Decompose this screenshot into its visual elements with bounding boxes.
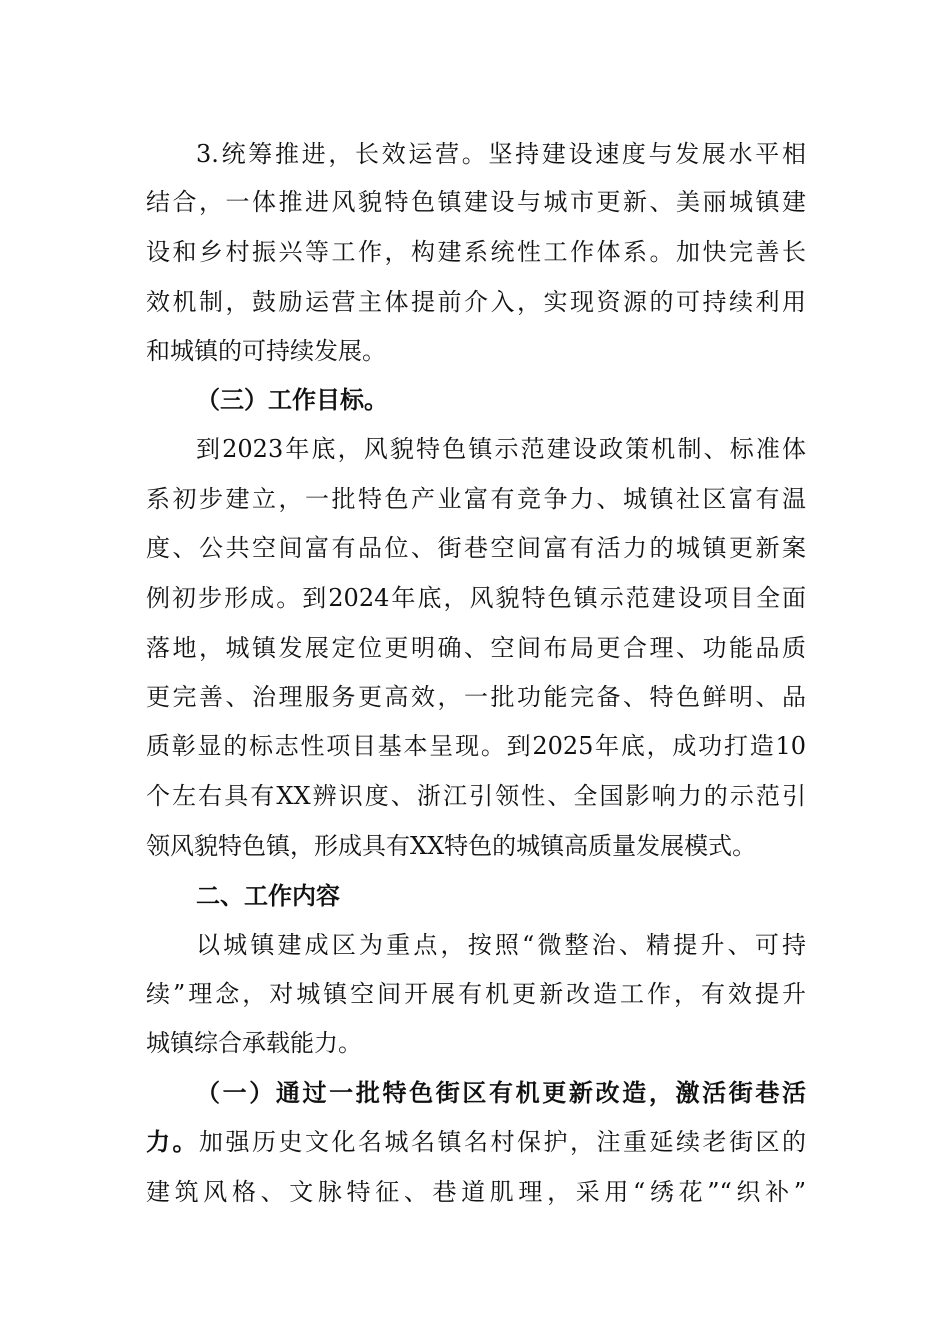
paragraph-line: 建筑风格、文脉特征、巷道肌理，采用“绣花”“织补” xyxy=(146,1178,806,1206)
paragraph-line: 度、公共空间富有品位、街巷空间富有活力的城镇更新案 xyxy=(146,534,806,562)
paragraph-line: 质彰显的标志性项目基本呈现。到2025年底，成功打造10 xyxy=(146,732,806,760)
paragraph-line: 领风貌特色镇，形成具有XX特色的城镇高质量发展模式。 xyxy=(146,832,757,860)
paragraph-line: 到2023年底，风貌特色镇示范建设政策机制、标准体 xyxy=(196,435,806,463)
paragraph-line: 和城镇的可持续发展。 xyxy=(146,337,386,365)
paragraph-line: 续”理念，对城镇空间开展有机更新改造工作，有效提升 xyxy=(146,980,806,1008)
paragraph-text: 加强历史文化名城名镇名村保护，注重延续老街区的 xyxy=(199,1128,806,1156)
paragraph-line: 3.统筹推进，长效运营。坚持建设速度与发展水平相 xyxy=(196,140,806,168)
subsection-heading-line: （一）通过一批特色街区有机更新改造，激活街巷活 xyxy=(196,1078,806,1107)
section-heading: （三）工作目标。 xyxy=(196,385,388,414)
paragraph-line xyxy=(146,1122,806,1162)
paragraph-line: 例初步形成。到2024年底，风貌特色镇示范建设项目全面 xyxy=(146,584,806,612)
paragraph-line: 系初步建立，一批特色产业富有竞争力、城镇社区富有温 xyxy=(146,485,806,513)
paragraph-line: 以城镇建成区为重点，按照“微整治、精提升、可持 xyxy=(196,931,806,959)
paragraph-line: 结合，一体推进风貌特色镇建设与城市更新、美丽城镇建 xyxy=(146,188,806,216)
paragraph-line: 城镇综合承载能力。 xyxy=(146,1029,362,1057)
paragraph-line: 个左右具有XX辨识度、浙江引领性、全国影响力的示范引 xyxy=(146,782,806,810)
subsection-heading-tail: 力。 xyxy=(146,1127,199,1156)
paragraph-line: 效机制，鼓励运营主体提前介入，实现资源的可持续利用 xyxy=(146,288,806,316)
paragraph-line: 设和乡村振兴等工作，构建系统性工作体系。加快完善长 xyxy=(146,238,806,266)
paragraph-line: 更完善、治理服务更高效，一批功能完备、特色鲜明、品 xyxy=(146,683,806,711)
section-heading: 二、工作内容 xyxy=(196,881,340,910)
paragraph-line: 落地，城镇发展定位更明确、空间布局更合理、功能品质 xyxy=(146,634,806,662)
